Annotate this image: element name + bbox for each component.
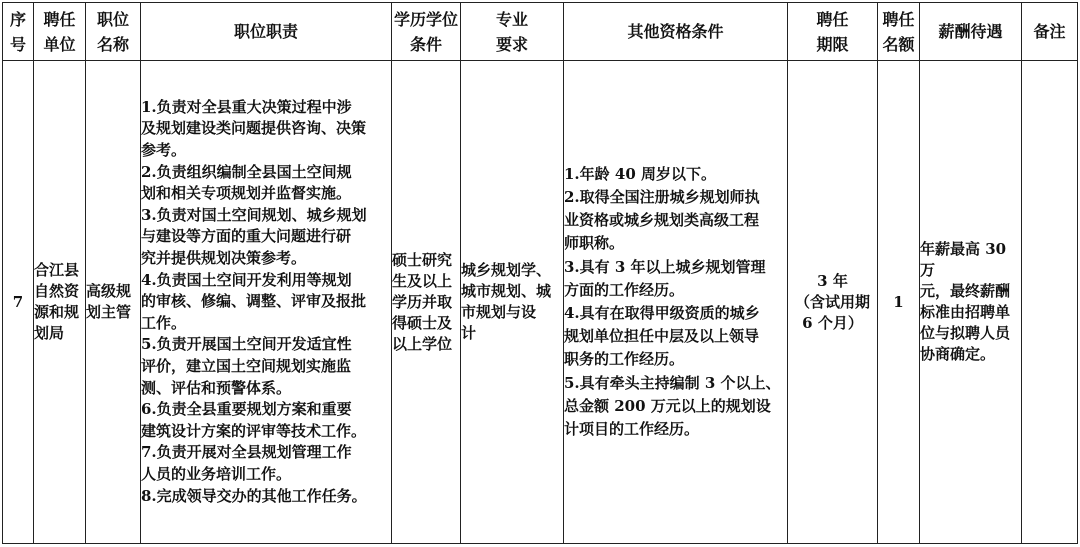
cell-salary [920, 61, 1022, 544]
header-remark [1022, 3, 1078, 61]
major-line: 市规划与设 [461, 303, 537, 321]
header-term [788, 3, 878, 61]
duty-line: 测、评估和预警体系。 [141, 378, 292, 397]
qual-line: 2.取得全国注册城乡规划师执 [564, 187, 760, 206]
qual-line: 4.具有在取得甲级资质的城乡 [564, 304, 760, 322]
header-salary [920, 3, 1022, 61]
cell-education [392, 61, 461, 544]
cell-seq: 7 [3, 61, 34, 544]
salary-line: 元，最终薪酬 [920, 282, 1011, 300]
duty-line: 与建设等方面的重大问题进行研 [141, 227, 352, 246]
header-quota [878, 3, 920, 61]
duty-line: 1.负责对全县重大决策过程中涉 [141, 97, 352, 116]
term-line: （含试用期 [794, 292, 870, 311]
header-term-line1: 聘任 [816, 9, 849, 29]
unit-line: 自然资 [34, 282, 80, 300]
term-line: 3 年 [817, 271, 848, 290]
qual-line: 计项目的工作经历。 [564, 420, 700, 439]
header-row [3, 3, 1078, 61]
major-line: 计 [461, 324, 477, 342]
qual-line: 3.具有 3 年以上城乡规划管理 [564, 257, 766, 276]
qual-line: 方面的工作经历。 [564, 280, 685, 299]
qual-line: 业资格或城乡规划类高级工程 [564, 211, 760, 230]
duty-line: 究并提供规划决策参考。 [141, 249, 307, 268]
cell-quota: 1 [878, 61, 920, 544]
qual-line: 1.年龄 40 周岁以下。 [564, 164, 716, 183]
education-line: 硕士研究 [392, 250, 453, 269]
header-quota-line1: 聘任 [882, 9, 915, 29]
term-line: 6 个月） [802, 313, 863, 332]
cell-duties [141, 61, 392, 544]
header-seq-line2: 号 [9, 34, 26, 54]
header-duties-text: 职位职责 [233, 22, 298, 41]
major-line: 城乡规划学、 [461, 261, 552, 279]
qual-line: 师职称。 [564, 234, 625, 253]
header-unit-line1: 聘任 [43, 9, 76, 29]
duty-line: 人员的业务培训工作。 [141, 464, 292, 483]
header-quals-text: 其他资格条件 [627, 22, 724, 41]
header-major-line1: 专业 [495, 9, 528, 29]
unit-line: 划局 [34, 324, 65, 342]
qual-line: 总金额 200 万元以上的规划设 [564, 396, 771, 415]
header-position-name [86, 3, 141, 61]
header-education-line2: 条件 [409, 34, 442, 54]
position-line: 高级规 [86, 282, 132, 300]
position-line: 划主管 [86, 303, 132, 321]
header-major-line2: 要求 [495, 34, 528, 54]
cell-major [461, 61, 564, 544]
header-duties [141, 3, 392, 61]
duty-line: 2.负责组织编制全县国土空间规 [141, 162, 352, 181]
cell-unit [34, 61, 86, 544]
unit-line: 合江县 [34, 261, 80, 279]
duty-line: 4.负责国土空间开发利用等规划 [141, 270, 352, 289]
header-seq-line1: 序 [9, 9, 26, 29]
unit-line: 源和规 [34, 303, 80, 321]
header-quota-line2: 名额 [882, 34, 915, 54]
header-other-quals [564, 3, 788, 61]
header-position-line1: 职位 [96, 9, 129, 29]
cell-other-quals [564, 61, 788, 544]
salary-line: 协商确定。 [920, 345, 996, 363]
cell-remark [1022, 61, 1078, 544]
header-salary-text: 薪酬待遇 [938, 22, 1003, 41]
header-unit [34, 3, 86, 61]
education-line: 学历并取 [392, 292, 453, 311]
cell-term [788, 61, 878, 544]
duty-line: 8.完成领导交办的其他工作任务。 [141, 486, 367, 505]
duty-line: 评价，建立国土空间规划实施监 [141, 356, 352, 375]
table-row [3, 61, 1078, 544]
duty-line: 参考。 [141, 141, 187, 160]
header-seq [3, 3, 34, 61]
recruitment-table [2, 2, 1078, 544]
salary-line: 标准由招聘单 [920, 303, 1011, 321]
duty-line: 7.负责开展对全县规划管理工作 [141, 443, 352, 462]
education-line: 以上学位 [392, 334, 453, 353]
qual-line: 规划单位担任中层及以上领导 [564, 327, 760, 346]
duty-line: 工作。 [141, 313, 187, 332]
header-education-line1: 学历学位 [393, 9, 458, 29]
duty-line: 及规划建设类问题提供咨询、决策 [141, 119, 367, 138]
duty-line: 5.负责开展国土空间开发适宜性 [141, 335, 352, 354]
header-remark-text: 备注 [1033, 22, 1066, 41]
salary-line: 年薪最高 30 万 [920, 240, 1007, 279]
major-line: 城市规划、城 [461, 282, 552, 300]
qual-line: 职务的工作经历。 [564, 350, 685, 369]
duty-line: 3.负责对国土空间规划、城乡规划 [141, 205, 367, 224]
header-term-line2: 期限 [816, 34, 849, 54]
header-education [392, 3, 461, 61]
duty-line: 的审核、修编、调整、评审及报批 [141, 292, 367, 311]
duty-line: 划和相关专项规划并监督实施。 [141, 184, 352, 203]
header-unit-line2: 单位 [43, 34, 76, 54]
duty-line: 建筑设计方案的评审等技术工作。 [141, 421, 367, 440]
header-position-line2: 名称 [96, 34, 129, 54]
qual-line: 5.具有牵头主持编制 3 个以上、 [564, 373, 781, 392]
education-line: 得硕士及 [392, 313, 453, 332]
education-line: 生及以上 [392, 271, 453, 290]
header-major [461, 3, 564, 61]
cell-position-name [86, 61, 141, 544]
salary-line: 位与拟聘人员 [920, 324, 1011, 342]
duty-line: 6.负责全县重要规划方案和重要 [141, 400, 352, 419]
